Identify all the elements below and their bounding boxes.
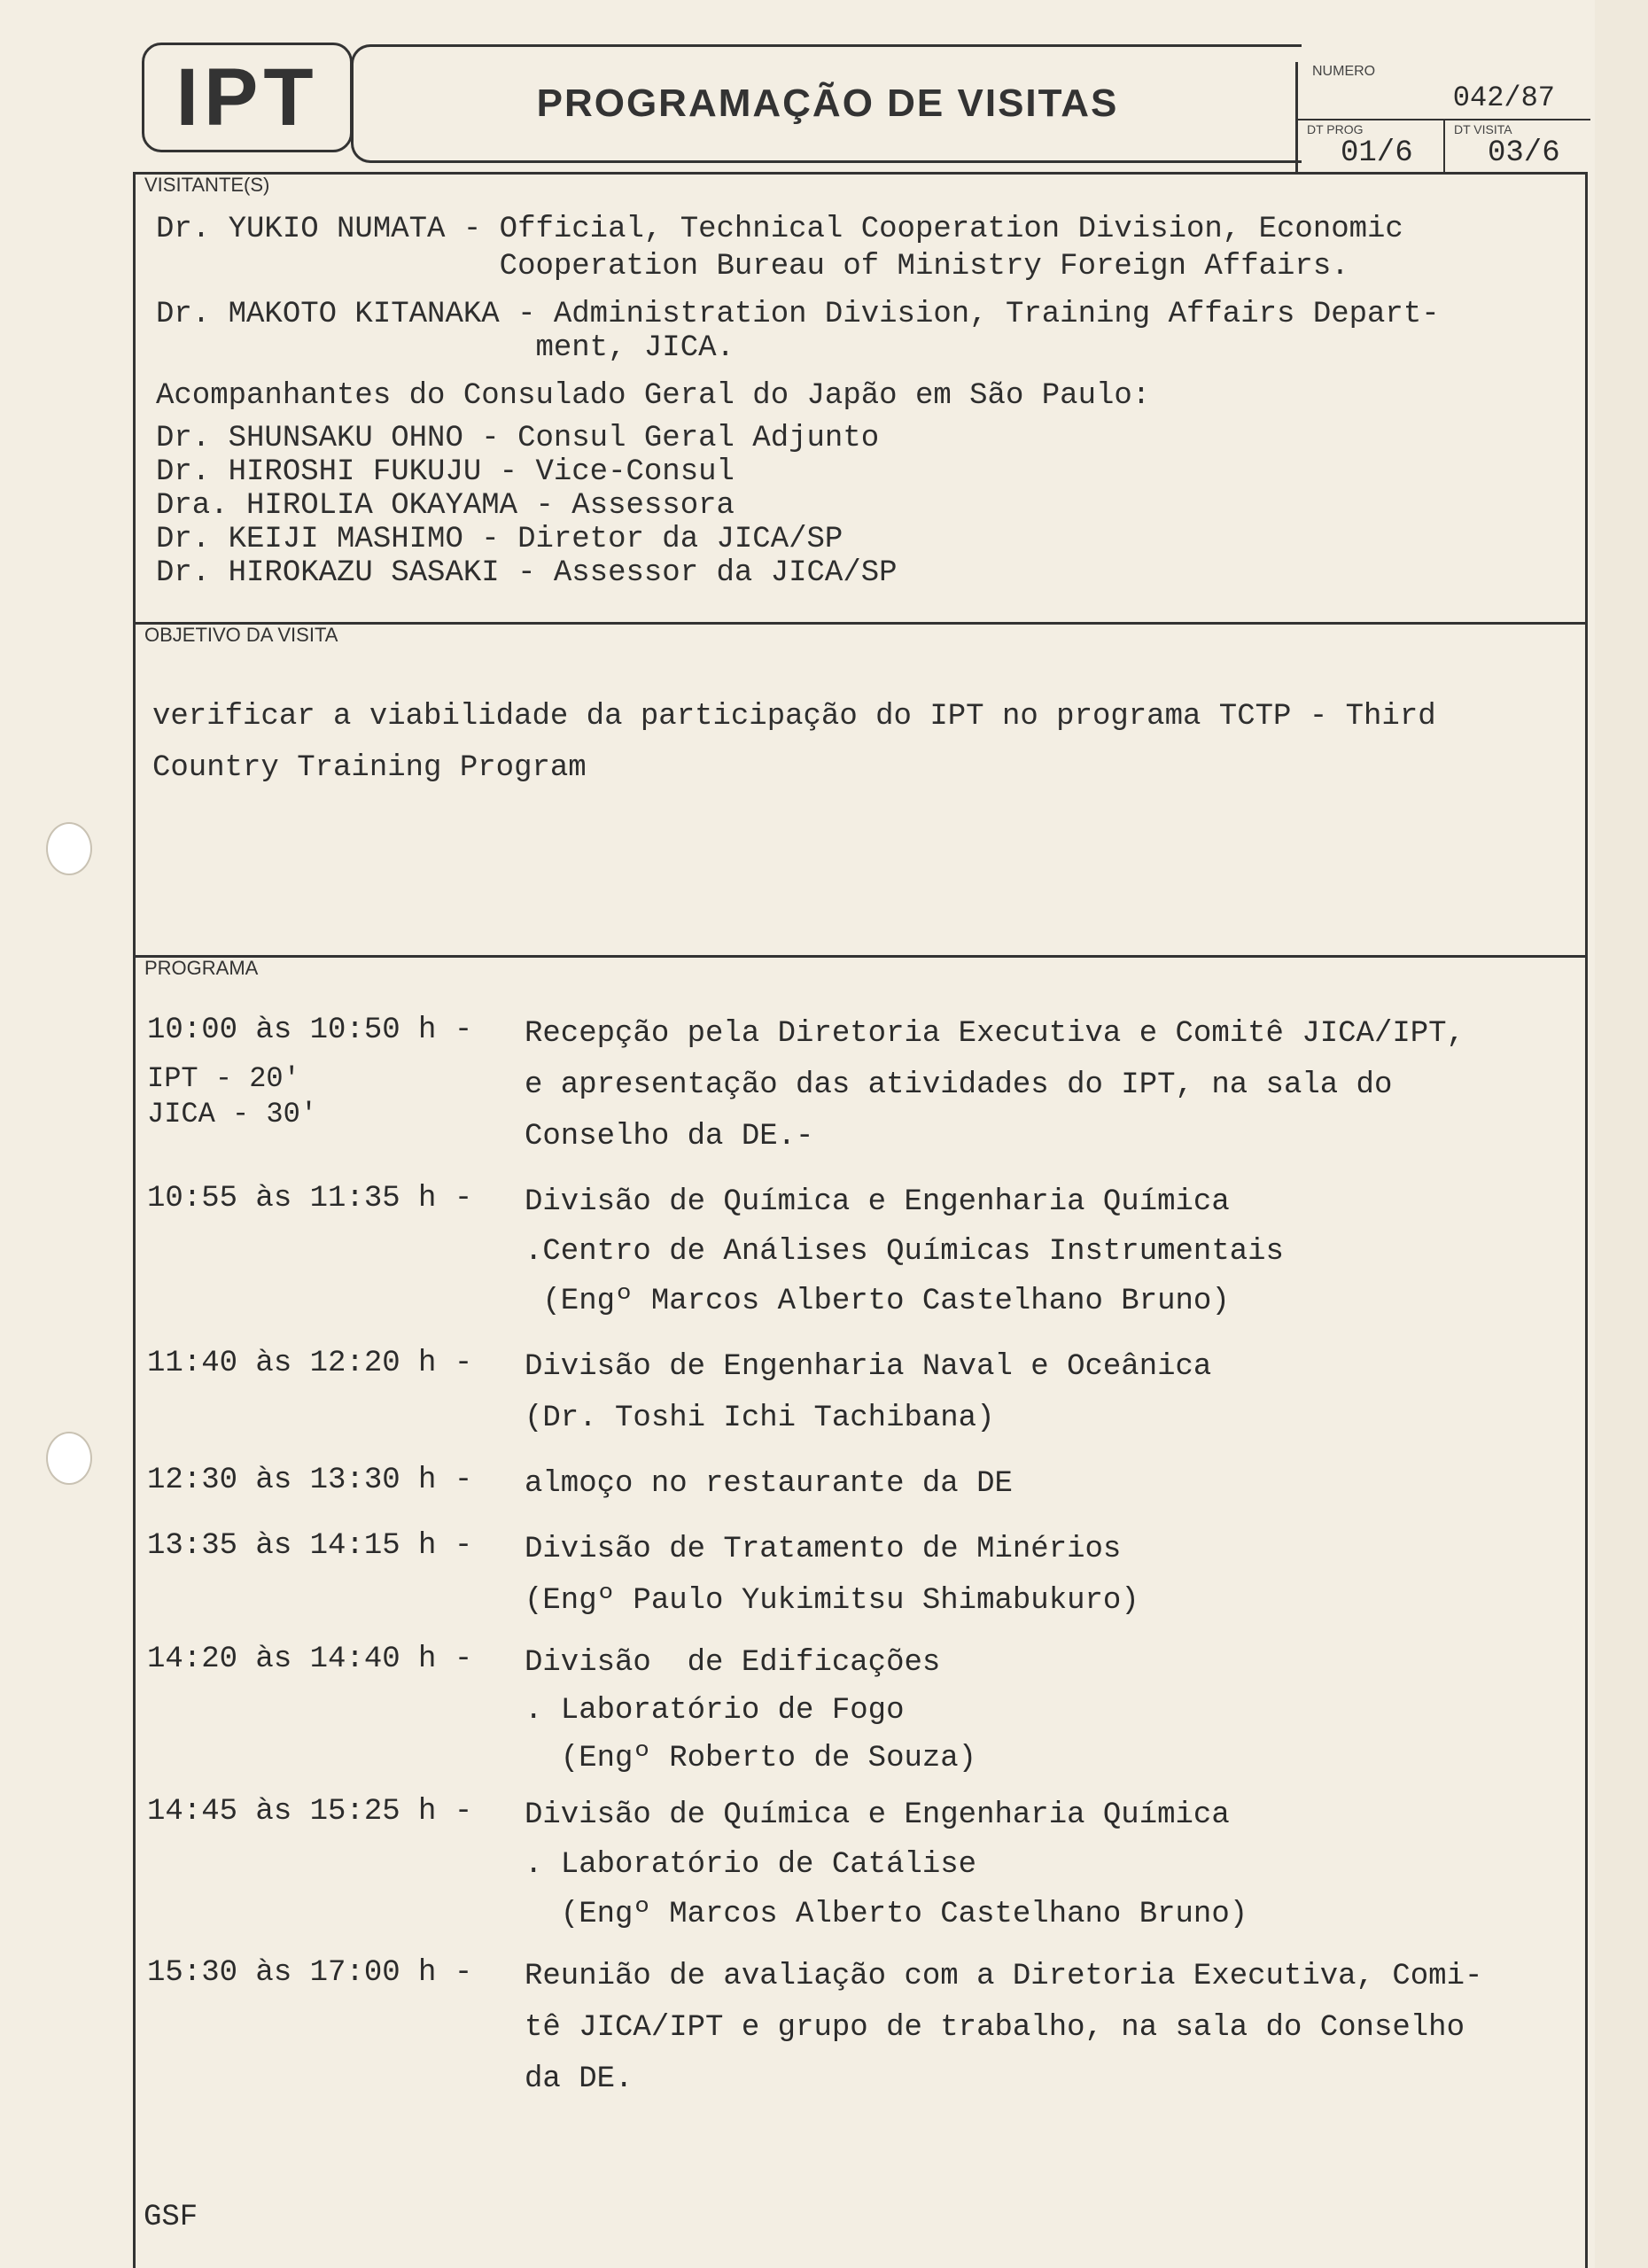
- punch-hole: [46, 1432, 92, 1485]
- schedule-desc: Divisão de Engenharia Naval e Oceânica: [525, 1350, 1212, 1384]
- ipt-logo: [142, 43, 353, 152]
- schedule-note: IPT - 20': [147, 1062, 300, 1095]
- dt-visita-cell: [1443, 120, 1590, 174]
- dt-visita-label: DT VISITA: [1454, 122, 1512, 136]
- dt-prog-label: DT PROG: [1307, 122, 1364, 136]
- numero-value: 042/87: [1452, 82, 1555, 114]
- page-title: PROGRAMAÇÃO DE VISITAS: [536, 82, 1119, 125]
- schedule-desc: (Engº Roberto de Souza): [525, 1742, 977, 1775]
- schedule-desc: (Engº Marcos Alberto Castelhano Bruno): [525, 1285, 1230, 1318]
- schedule-desc: Divisão de Tratamento de Minérios: [525, 1533, 1122, 1566]
- programa-label: PROGRAMA: [144, 957, 259, 979]
- schedule-desc: Recepção pela Diretoria Executiva e Comitê JICA/IPT,: [525, 1017, 1465, 1051]
- schedule-time: 14:45 às 15:25 h -: [147, 1795, 473, 1829]
- dt-prog-value: 01/6: [1341, 136, 1413, 170]
- visitor-line: Dr. HIROKAZU SASAKI - Assessor da JICA/SP: [156, 556, 898, 590]
- schedule-desc: Reunião de avaliação com a Diretoria Executiva, Comi-: [525, 1960, 1483, 1993]
- footer-initials: GSF: [144, 2201, 198, 2234]
- logo-text: IPT: [175, 51, 319, 143]
- visitor-line: Dr. SHUNSAKU OHNO - Consul Geral Adjunto: [156, 422, 880, 455]
- objetivo-line: verificar a viabilidade da participação do IPT no programa TCTP - Third: [152, 700, 1436, 734]
- objetivo-label: OBJETIVO DA VISITA: [144, 624, 338, 646]
- schedule-time: 14:20 às 14:40 h -: [147, 1643, 473, 1676]
- schedule-desc: Conselho da DE.-: [525, 1120, 814, 1153]
- visitor-line: Dr. YUKIO NUMATA - Official, Technical Cooperation Division, Economic: [156, 213, 1403, 246]
- dt-prog-cell: [1298, 120, 1443, 174]
- schedule-time: 12:30 às 13:30 h -: [147, 1464, 473, 1497]
- objetivo-section: [133, 622, 1588, 957]
- punch-hole: [46, 822, 92, 875]
- schedule-time: 11:40 às 12:20 h -: [147, 1347, 473, 1380]
- schedule-time: 15:30 às 17:00 h -: [147, 1956, 473, 1990]
- visitor-line: Dr. MAKOTO KITANAKA - Administration Division, Training Affairs Depart-: [156, 298, 1440, 331]
- schedule-time: 10:55 às 11:35 h -: [147, 1182, 473, 1216]
- visitor-line: Dr. KEIJI MASHIMO - Diretor da JICA/SP: [156, 523, 843, 556]
- schedule-desc: e apresentação das atividades do IPT, na sala do: [525, 1068, 1393, 1102]
- schedule-desc: Divisão de Química e Engenharia Química: [525, 1185, 1230, 1219]
- objetivo-line: Country Training Program: [152, 751, 587, 785]
- schedule-desc: almoço no restaurante da DE: [525, 1467, 1013, 1501]
- visitantes-label: VISITANTE(S): [144, 174, 270, 196]
- schedule-desc: (Engº Paulo Yukimitsu Shimabukuro): [525, 1584, 1139, 1618]
- schedule-desc: . Laboratório de Fogo: [525, 1694, 905, 1728]
- visitor-line: Dra. HIROLIA OKAYAMA - Assessora: [156, 489, 735, 523]
- visitor-line: Dr. HIROSHI FUKUJU - Vice-Consul: [156, 455, 735, 489]
- date-row: [1298, 119, 1590, 174]
- numero-label: NUMERO: [1312, 64, 1376, 79]
- visitor-line: Cooperation Bureau of Ministry Foreign Affairs.: [156, 250, 1349, 284]
- schedule-desc: tê JICA/IPT e grupo de trabalho, na sala do Conselho: [525, 2011, 1465, 2045]
- dt-visita-value: 03/6: [1488, 136, 1560, 170]
- visitor-line: ment, JICA.: [156, 331, 735, 365]
- visitor-line: Acompanhantes do Consulado Geral do Japão em São Paulo:: [156, 379, 1151, 413]
- meta-box: [1295, 62, 1590, 172]
- schedule-desc: .Centro de Análises Químicas Instrumentais: [525, 1235, 1284, 1269]
- schedule-desc: . Laboratório de Catálise: [525, 1848, 977, 1882]
- schedule-desc: (Dr. Toshi Ichi Tachibana): [525, 1402, 995, 1435]
- title-box: [351, 44, 1302, 163]
- schedule-note: JICA - 30': [147, 1098, 318, 1130]
- schedule-desc: da DE.: [525, 2062, 634, 2096]
- schedule-desc: Divisão de Edificações: [525, 1646, 941, 1680]
- schedule-desc: (Engº Marcos Alberto Castelhano Bruno): [525, 1898, 1248, 1931]
- schedule-time: 13:35 às 14:15 h -: [147, 1529, 473, 1563]
- schedule-desc: Divisão de Química e Engenharia Química: [525, 1798, 1230, 1832]
- schedule-time: 10:00 às 10:50 h -: [147, 1014, 473, 1047]
